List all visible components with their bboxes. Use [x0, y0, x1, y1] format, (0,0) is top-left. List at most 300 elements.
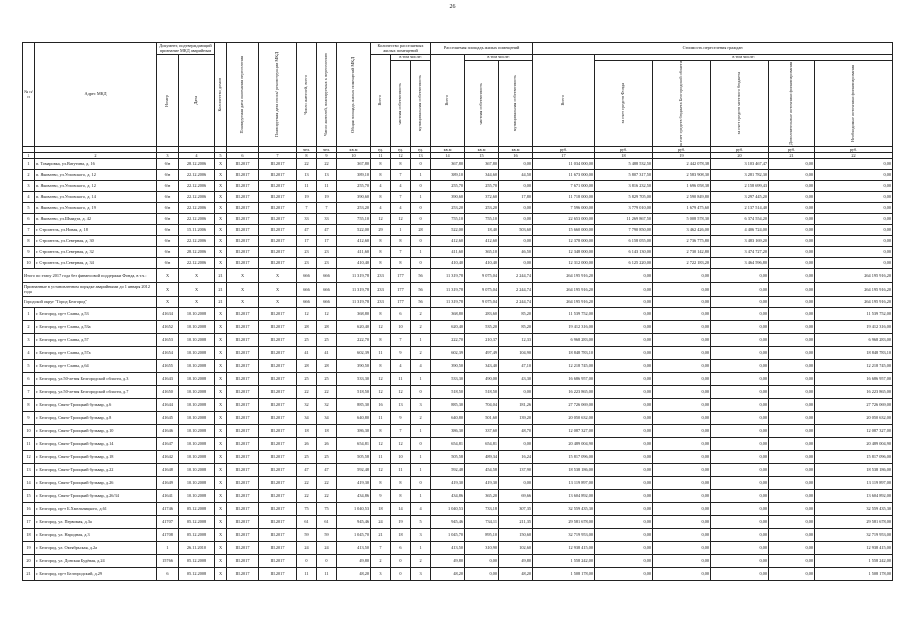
table-row: [23, 438, 893, 451]
table-cell: 104,90: [499, 347, 533, 360]
table-cell: 10.10.2008: [179, 386, 215, 399]
table-cell: 13: [391, 399, 411, 412]
table-cell: г. Белгород, Свято-Троицкий бульвар, д.8: [35, 412, 157, 425]
table-cell: 1: [411, 542, 431, 555]
table-cell: III.2017: [259, 386, 297, 399]
table-cell: 13 604 892,00: [815, 490, 893, 503]
table-cell: г. Белгород, пр-т Белгородский, д.29: [35, 568, 157, 581]
table-cell: 0,00: [711, 438, 769, 451]
table-cell: 2: [411, 555, 431, 568]
table-cell: 0,00: [595, 438, 653, 451]
table-cell: III.2017: [259, 503, 297, 516]
table-row: [23, 308, 893, 321]
table-cell: 7: [391, 247, 411, 258]
table-cell: 0,00: [769, 464, 815, 477]
table-cell: 1: [23, 308, 35, 321]
header-cost-needed: Необходимые источники финансирования: [850, 64, 856, 143]
table-cell: 2 158 699,43: [711, 181, 769, 192]
table-cell: 34: [317, 412, 337, 425]
unit-cell: чел.: [317, 147, 337, 153]
table-cell: 501,60: [465, 412, 499, 425]
table-cell: 22.12.2006: [179, 192, 215, 203]
table-cell: 755,10: [337, 214, 371, 225]
table-cell: III.2017: [227, 438, 259, 451]
table-cell: 0,00: [499, 386, 533, 399]
table-cell: 29 581 678,00: [815, 516, 893, 529]
table-cell: 666: [317, 283, 337, 297]
table-row: [23, 386, 893, 399]
table-cell: г. Белгород, Свято-Троицкий бульвар, д.14: [35, 438, 157, 451]
table-cell: 22: [297, 490, 317, 503]
table-cell: 0,00: [711, 347, 769, 360]
table-cell: 41708: [157, 529, 179, 542]
table-cell: 0: [411, 214, 431, 225]
table-cell: б/н: [157, 225, 179, 236]
table-cell: III.2017: [227, 214, 259, 225]
table-cell: X: [215, 516, 227, 529]
table-cell: 10: [391, 321, 411, 334]
table-cell: 0,00: [769, 542, 815, 555]
table-cell: 11: [371, 451, 391, 464]
table-cell: 372,60: [465, 192, 499, 203]
header-cost-fund: за счет средств Фонда: [620, 83, 626, 124]
table-cell: 18 848 783,10: [533, 347, 595, 360]
table-cell: 3: [371, 568, 391, 581]
table-cell: 1: [411, 170, 431, 181]
unit-cell: чел.: [297, 147, 317, 153]
header-area-total2: Всего: [444, 95, 450, 106]
table-cell: 0,00: [595, 464, 653, 477]
table-cell: 23: [297, 247, 317, 258]
table-cell: 22.12.2006: [179, 214, 215, 225]
table-cell: б/н: [157, 214, 179, 225]
table-cell: 264 195 916,20: [533, 297, 595, 308]
table-cell: X: [215, 451, 227, 464]
table-cell: г. Белгород, пр-т Славы, д.57: [35, 334, 157, 347]
table-cell: 233: [371, 297, 391, 308]
table-cell: 0,00: [595, 451, 653, 464]
table-cell: 1: [411, 425, 431, 438]
table-cell: 0,00: [769, 451, 815, 464]
table-cell: г. Белгород, ул. Первомая, д.3а: [35, 516, 157, 529]
table-cell: 4: [371, 203, 391, 214]
table-cell: 12 348 000,00: [533, 247, 595, 258]
table-cell: 28: [297, 360, 317, 373]
table-cell: 26: [317, 438, 337, 451]
table-cell: III.2017: [227, 386, 259, 399]
unit-cell: кв.м: [337, 147, 371, 153]
table-cell: 10.10.2008: [179, 321, 215, 334]
table-cell: 4 406 724,00: [711, 225, 769, 236]
table-cell: 0,00: [769, 334, 815, 347]
table-cell: 0,00: [595, 425, 653, 438]
header-cost-local: за счет средств местного бюджета: [736, 72, 742, 135]
table-cell: 1 558 242,00: [815, 555, 893, 568]
table-cell: III.2017: [259, 225, 297, 236]
header-cost-extra: Дополнительные источники финансирования: [788, 61, 794, 146]
table-cell: 8: [391, 159, 411, 170]
table-cell: 22.12.2006: [179, 170, 215, 181]
table-cell: 454,58: [465, 464, 499, 477]
table-row: [23, 192, 893, 203]
table-cell: 15: [23, 490, 35, 503]
column-number: 6: [227, 153, 259, 159]
table-cell: 13 604 892,00: [533, 490, 595, 503]
table-cell: г. Белгород, ул. Донская Будёвая, д.24: [35, 555, 157, 568]
column-number: 3: [157, 153, 179, 159]
table-cell: 0,00: [595, 347, 653, 360]
table-cell: 0,00: [815, 192, 893, 203]
table-cell: 11: [297, 568, 317, 581]
header-cost-incl: в том числе:: [595, 55, 893, 61]
table-cell: 3 297 445,20: [711, 192, 769, 203]
table-cell: 11: [391, 464, 411, 477]
table-cell: 0,00: [595, 477, 653, 490]
table-cell: б/н: [157, 236, 179, 247]
table-cell: 0,00: [711, 516, 769, 529]
table-cell: 337,60: [465, 425, 499, 438]
table-row: [23, 464, 893, 477]
table-cell: 389,10: [431, 170, 465, 181]
table-cell: 490,00: [465, 373, 499, 386]
table-cell: 18: [23, 529, 35, 542]
table-cell: 6: [391, 308, 411, 321]
table-cell: г. Белгород, Свято-Троицкий бульвар, д.22: [35, 464, 157, 477]
table-cell: 1: [411, 247, 431, 258]
table-cell: 0,00: [769, 236, 815, 247]
table-cell: 3 816 232,50: [595, 181, 653, 192]
table-cell: г. Белгород, пр-т Славы, д.53: [35, 308, 157, 321]
table-cell: 11 673 000,00: [533, 170, 595, 181]
table-cell: 22: [317, 477, 337, 490]
column-number: 21: [769, 153, 815, 159]
table-cell: 0,00: [711, 490, 769, 503]
table-cell: X: [215, 373, 227, 386]
table-cell: 0: [411, 203, 431, 214]
table-cell: X: [215, 360, 227, 373]
table-row: [23, 347, 893, 360]
table-cell: 11: [317, 568, 337, 581]
table-cell: 0,00: [653, 425, 711, 438]
table-cell: 0,00: [769, 503, 815, 516]
table-cell: 12: [23, 451, 35, 464]
table-cell: 85,20: [499, 308, 533, 321]
table-cell: г. Строитель, ул.Северная, д. 30: [35, 236, 157, 247]
table-row: [23, 542, 893, 555]
table-cell: 177: [391, 297, 411, 308]
column-number: 15: [465, 153, 499, 159]
table-cell: 1 508 178,00: [533, 568, 595, 581]
table-cell: г. Белгород, ул. Народная, д.3: [35, 529, 157, 542]
column-number: 19: [653, 153, 711, 159]
table-cell: 49,80: [499, 555, 533, 568]
table-cell: 8: [371, 308, 391, 321]
table-cell: 0,00: [815, 225, 893, 236]
table-cell: 0,00: [769, 181, 815, 192]
table-cell: 24: [317, 542, 337, 555]
table-cell: 0,00: [769, 555, 815, 568]
table-cell: п. Яковлево, ул.Угловского, д. 14: [35, 192, 157, 203]
table-body-summary: [23, 269, 893, 308]
table-cell: 0,00: [711, 568, 769, 581]
table-cell: X: [157, 269, 179, 283]
table-cell: 0,00: [711, 360, 769, 373]
table-cell: 177: [391, 283, 411, 297]
table-cell: 11 319,78: [431, 283, 465, 297]
table-cell: 0,00: [653, 360, 711, 373]
header-doc-group: Документ, подтверждающий признание МКД аварийным: [157, 43, 215, 55]
table-cell: 264 195 916,20: [533, 269, 595, 283]
table-cell: 666: [297, 283, 317, 297]
table-cell: 1 045,70: [431, 529, 465, 542]
column-number: 20: [711, 153, 769, 159]
table-cell: 12: [371, 321, 391, 334]
table-cell: 2 244,74: [499, 283, 533, 297]
table-cell: 41652: [157, 321, 179, 334]
table-cell: 85,20: [499, 321, 533, 334]
table-cell: 23: [317, 258, 337, 269]
table-cell: 0,00: [815, 203, 893, 214]
table-cell: 19: [391, 516, 411, 529]
table-cell: III.2017: [259, 159, 297, 170]
table-cell: 0: [391, 568, 411, 581]
table-cell: 0,00: [815, 214, 893, 225]
table-cell: 18: [317, 425, 337, 438]
table-cell: 0,00: [711, 283, 769, 297]
table-cell: 0,00: [595, 490, 653, 503]
column-number: 9: [317, 153, 337, 159]
column-number: 4: [179, 153, 215, 159]
table-cell: 0,00: [653, 399, 711, 412]
table-cell: 0,00: [499, 477, 533, 490]
table-row: [23, 321, 893, 334]
table-cell: X: [215, 203, 227, 214]
table-row: [23, 568, 893, 581]
table-cell: III.2017: [259, 399, 297, 412]
table-cell: 10.10.2008: [179, 347, 215, 360]
table-cell: X: [227, 297, 259, 308]
table-cell: 41649: [157, 477, 179, 490]
table-cell: 434,86: [337, 490, 371, 503]
table-cell: 10.10.2008: [179, 399, 215, 412]
table-cell: 11 539 752,00: [815, 308, 893, 321]
table-cell: 18: [391, 529, 411, 542]
table-cell: III.2017: [259, 451, 297, 464]
table-cell: 11 319,78: [431, 297, 465, 308]
table-cell: X: [215, 490, 227, 503]
table-cell: 386,30: [431, 425, 465, 438]
table-cell: 0,00: [595, 555, 653, 568]
table-cell: 0,00: [769, 321, 815, 334]
table-cell: 0,00: [711, 308, 769, 321]
table-cell: 1: [411, 192, 431, 203]
table-cell: 16 223 865,00: [815, 386, 893, 399]
column-number: 16: [499, 153, 533, 159]
table-cell: III.2017: [259, 438, 297, 451]
table-cell: III.2017: [227, 247, 259, 258]
table-row: [23, 555, 893, 568]
table-cell: 11 319,78: [337, 297, 371, 308]
table-body-first: [23, 159, 893, 269]
table-cell: 75: [317, 503, 337, 516]
table-cell: X: [215, 214, 227, 225]
table-cell: 755,10: [465, 214, 499, 225]
table-cell: 12: [371, 438, 391, 451]
table-cell: 390,60: [431, 192, 465, 203]
header-n: № п/п: [23, 43, 35, 147]
table-cell: 0,00: [653, 516, 711, 529]
table-cell: 0,00: [711, 269, 769, 283]
table-cell: 222,70: [431, 334, 465, 347]
table-cell: 368,80: [431, 308, 465, 321]
table-cell: III.2017: [259, 425, 297, 438]
table-cell: X: [215, 438, 227, 451]
table-cell: 12: [371, 214, 391, 225]
unit-cell: ед.: [371, 147, 391, 153]
table-cell: 2: [411, 412, 431, 425]
table-cell: 9: [23, 412, 35, 425]
table-cell: 34: [297, 412, 317, 425]
table-cell: 640,80: [337, 412, 371, 425]
table-cell: 6: [157, 568, 179, 581]
table-cell: III.2017: [259, 334, 297, 347]
table-cell: 734,11: [465, 516, 499, 529]
unit-cell: кв.м: [499, 147, 533, 153]
table-cell: X: [215, 399, 227, 412]
table-cell: III.2017: [227, 334, 259, 347]
summary-row: [23, 283, 893, 297]
table-cell: 22.12.2006: [179, 258, 215, 269]
table-cell: 16 686 957,00: [815, 373, 893, 386]
table-cell: 10.10.2008: [179, 477, 215, 490]
table-cell: 8: [391, 490, 411, 503]
table-row: [23, 490, 893, 503]
table-cell: 2: [23, 321, 35, 334]
table-cell: 8: [391, 477, 411, 490]
table-cell: 22: [317, 490, 337, 503]
table-cell: 503,60: [499, 225, 533, 236]
table-cell: 434,86: [431, 490, 465, 503]
table-cell: 0,00: [653, 297, 711, 308]
table-cell: III.2017: [227, 203, 259, 214]
table-cell: III.2017: [227, 542, 259, 555]
table-cell: 367,80: [431, 159, 465, 170]
table-cell: 0,00: [595, 568, 653, 581]
header-plan-date: Планируемая дата окончания переселения: [239, 56, 245, 134]
table-cell: 7: [391, 192, 411, 203]
column-number: 14: [431, 153, 465, 159]
header-area-incl: в том числе:: [465, 55, 533, 61]
table-body-belgorod: [23, 308, 893, 581]
table-cell: 0: [411, 438, 431, 451]
table-cell: 05.12.2008: [179, 568, 215, 581]
table-cell: г. Белгород, пр-т Славы, д.64: [35, 360, 157, 373]
table-cell: 27 726 069,00: [533, 399, 595, 412]
table-cell: 0,00: [465, 568, 499, 581]
table-cell: г. Строитель, ул.Новая, д. 18: [35, 225, 157, 236]
table-row: [23, 412, 893, 425]
table-cell: 0,00: [465, 555, 499, 568]
table-cell: 0,00: [769, 258, 815, 269]
table-cell: 0,00: [653, 490, 711, 503]
table-cell: X: [215, 555, 227, 568]
table-cell: 1 558 242,00: [533, 555, 595, 568]
table-cell: III.2017: [259, 490, 297, 503]
table-cell: 0,00: [595, 269, 653, 283]
table-cell: 8: [371, 334, 391, 347]
table-cell: 6 158 055,00: [595, 236, 653, 247]
summary-row: [23, 297, 893, 308]
table-cell: 3: [411, 568, 431, 581]
table-cell: III.2017: [259, 412, 297, 425]
table-cell: 1 679 475,60: [653, 203, 711, 214]
table-cell: 0,00: [499, 159, 533, 170]
table-cell: 28: [317, 321, 337, 334]
table-cell: 233: [371, 269, 391, 283]
column-number: 5: [215, 153, 227, 159]
table-cell: 654,81: [431, 438, 465, 451]
table-row: [23, 360, 893, 373]
table-cell: 11 034 000,00: [533, 159, 595, 170]
table-cell: 390,60: [337, 192, 371, 203]
table-cell: X: [215, 192, 227, 203]
table-row: [23, 159, 893, 170]
table-cell: 2 730 142,80: [653, 247, 711, 258]
table-cell: 0,00: [769, 347, 815, 360]
table-cell: 410,40: [431, 258, 465, 269]
table-cell: 47: [317, 464, 337, 477]
table-cell: X: [215, 503, 227, 516]
table-cell: г. Белгород, ул.50-летия Белгородской области, д.7: [35, 386, 157, 399]
table-cell: 21: [215, 283, 227, 297]
table-cell: 253,20: [431, 203, 465, 214]
table-cell: 19: [297, 192, 317, 203]
table-cell: 2 736 775,80: [653, 236, 711, 247]
table-cell: 0: [411, 159, 431, 170]
table-cell: 2 442 078,38: [653, 159, 711, 170]
table-cell: 2 583 908,30: [653, 170, 711, 181]
table-cell: 3 462 426,00: [653, 225, 711, 236]
table-row: [23, 503, 893, 516]
table-cell: X: [215, 225, 227, 236]
table-cell: 666: [297, 269, 317, 283]
table-cell: 4: [23, 347, 35, 360]
table-cell: 1: [391, 225, 411, 236]
table-cell: 0,00: [769, 386, 815, 399]
table-cell: III.2017: [227, 181, 259, 192]
table-cell: X: [215, 412, 227, 425]
table-cell: 412,60: [337, 236, 371, 247]
table-cell: III.2017: [259, 529, 297, 542]
table-cell: X: [215, 170, 227, 181]
table-cell: III.2017: [227, 451, 259, 464]
table-cell: 412,60: [465, 236, 499, 247]
table-cell: 9: [23, 247, 35, 258]
table-cell: 177: [391, 269, 411, 283]
table-cell: 56: [411, 297, 431, 308]
table-cell: 28: [317, 360, 337, 373]
table-cell: г. Белгород, ул.50-летия Белгородской области, д.3: [35, 373, 157, 386]
table-cell: 20: [23, 555, 35, 568]
table-cell: 22: [297, 386, 317, 399]
table-cell: 48,20: [431, 568, 465, 581]
table-cell: 2: [411, 308, 431, 321]
header-houses-count: Количество домов: [217, 77, 223, 112]
table-cell: 15 660 000,00: [533, 225, 595, 236]
table-cell: 390,50: [431, 360, 465, 373]
table-cell: 592,48: [337, 464, 371, 477]
table-cell: 0,00: [769, 297, 815, 308]
